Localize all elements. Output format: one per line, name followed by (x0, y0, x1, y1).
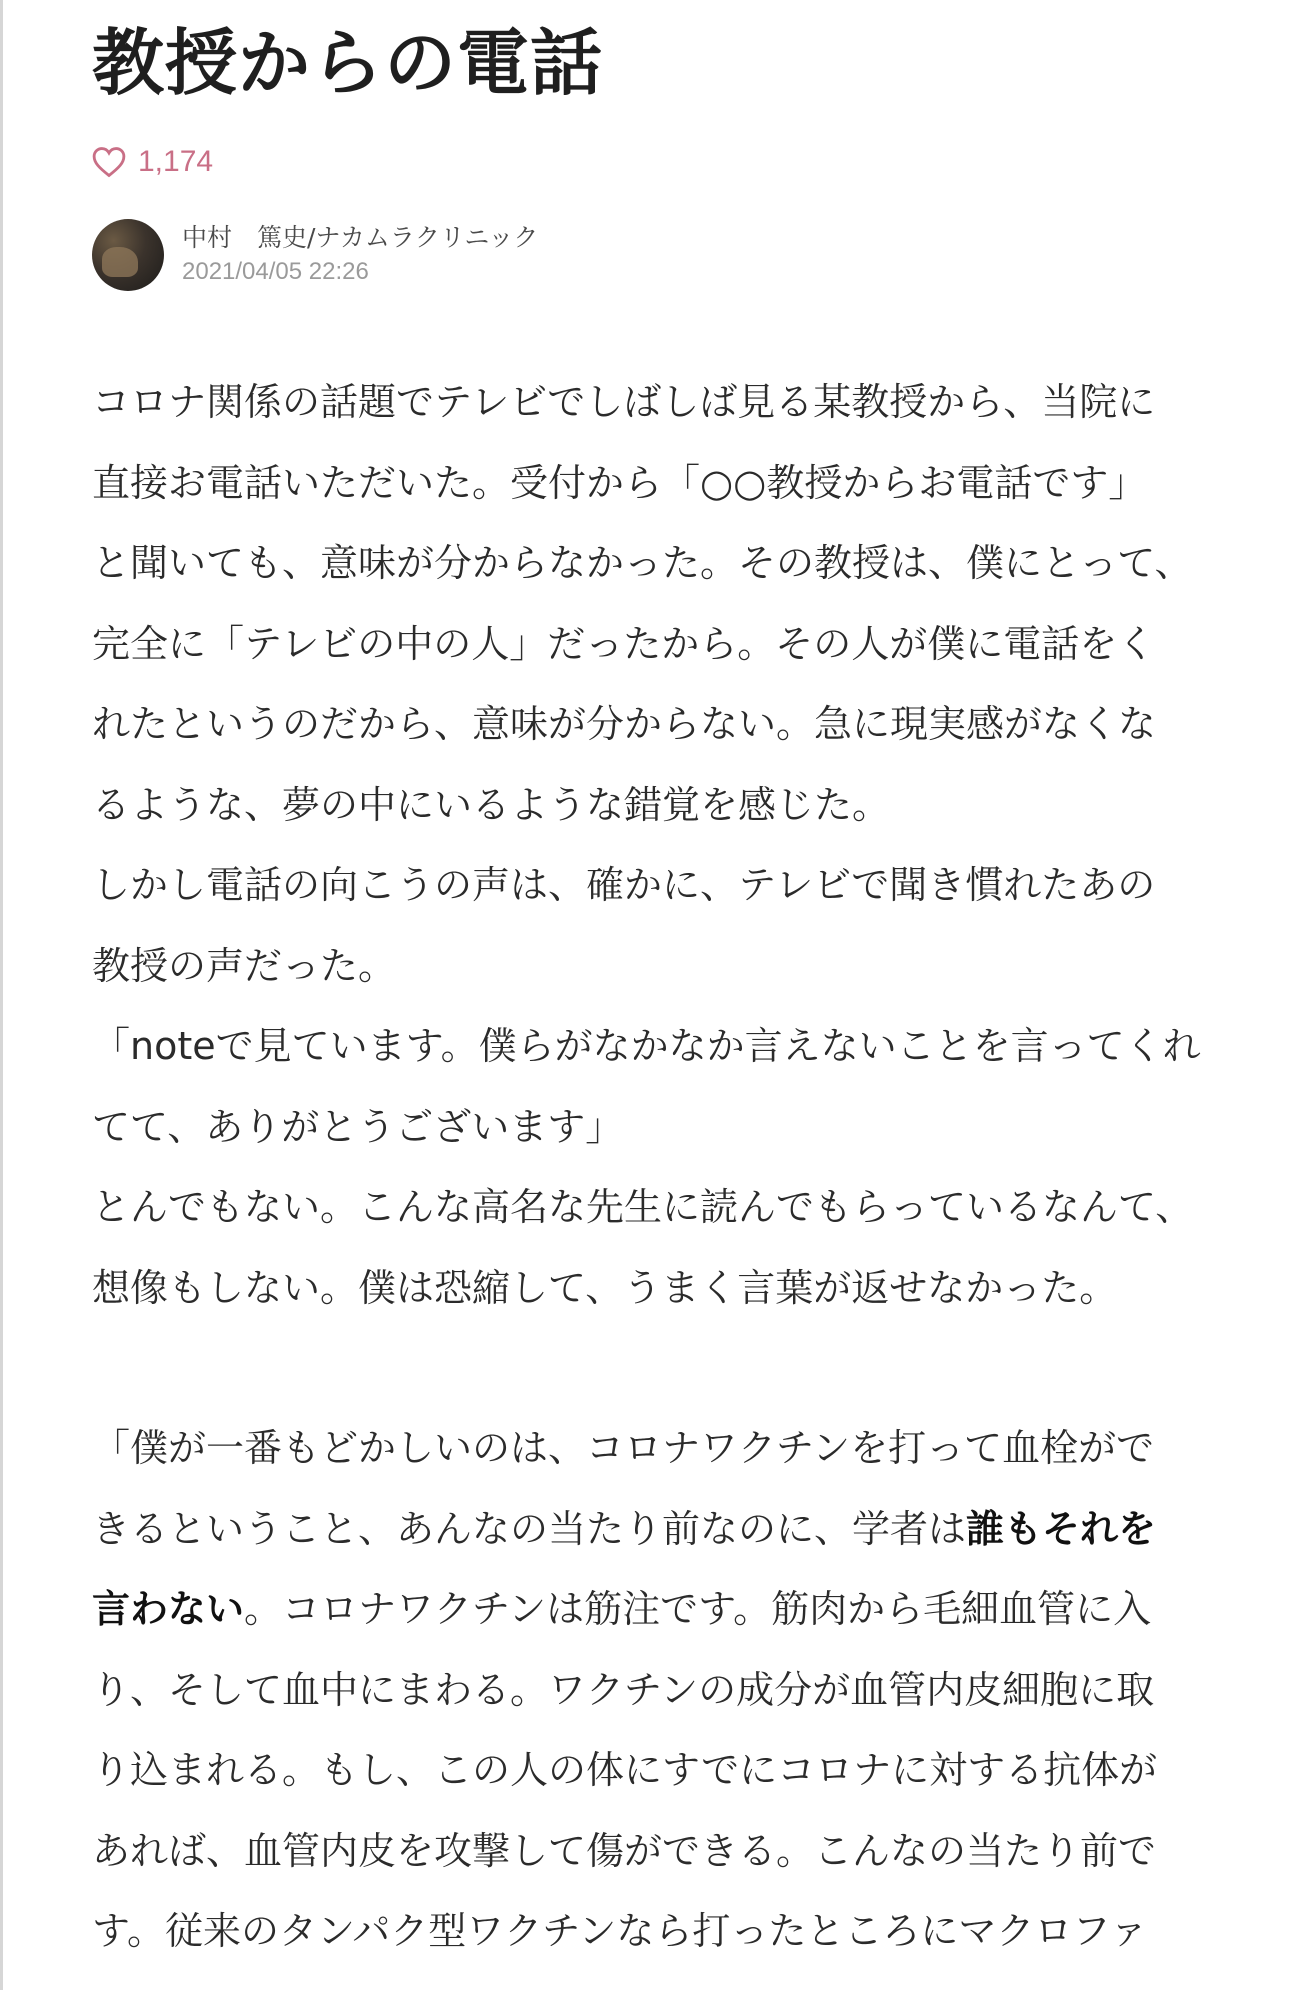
body-line: るような、夢の中にいるような錯覚を感じた。 (92, 782, 891, 827)
body-line: てて、ありがとうございます」 (92, 1104, 624, 1149)
avatar[interactable] (92, 219, 164, 291)
like-row (92, 142, 1272, 182)
body-line: 教授の声だった。 (92, 943, 397, 988)
paragraph-gap (92, 1328, 1272, 1408)
body-line: 完全に「テレビの中の人」だったから。その人が僕に電話をく (92, 621, 1156, 666)
body-line (92, 1569, 1272, 1650)
post-date: 2021/04/05 22:26 (182, 258, 369, 285)
page-edge (0, 0, 3, 1990)
body-line: しかし電話の向こうの声は、確かに、テレビで聞き慣れたあの (92, 863, 1156, 907)
heart-icon[interactable] (92, 146, 126, 178)
body-line: り、そして血中にまわる。ワクチンの成分が血管内皮細胞に取 (92, 1667, 1155, 1712)
text-span: 。コロナワクチンは筋注です。筋肉から毛細血管に入 (244, 1587, 1152, 1631)
body-line: コロナ関係の話題でテレビでしばしば見る某教授から、当院に (92, 380, 1156, 424)
body-line: 想像もしない。僕は恐縮して、うまく言葉が返せなかった。 (92, 1265, 1118, 1310)
text-span: きるということ、あんなの当たり前なのに、学者は (92, 1506, 967, 1551)
bold-text: 誰もそれを (966, 1506, 1157, 1551)
bold-text: 言わない (92, 1587, 245, 1631)
body-line: 「僕が一番もどかしいのは、コロナワクチンを打って血栓がで (92, 1426, 1155, 1470)
author-block (92, 216, 1272, 294)
body-line: れたというのだから、意味が分からない。急に現実感がなくな (92, 702, 1157, 746)
body-line: り込まれる。もし、この人の体にすでにコロナに対する抗体が (92, 1748, 1158, 1792)
body-line: あれば、血管内皮を攻撃して傷ができる。こんなの当たり前で (92, 1828, 1157, 1873)
article (92, 0, 1272, 1972)
body-line: す。従来のタンパク型ワクチンなら打ったところにマクロファ (92, 1909, 1148, 1953)
body-line: とんでもない。こんな高名な先生に読んでもらっているなんて、 (92, 1185, 1194, 1229)
body-line: 直接お電話いただいた。受付から「○○教授からお電話です」 (92, 460, 1147, 505)
author-name[interactable]: 中村 篤史/ナカムラクリニック (182, 223, 539, 252)
article-body (92, 362, 1272, 1972)
body-line: 「noteで見ています。僕らがなかなか言えないことを言ってくれ (92, 1024, 1201, 1068)
author-info (182, 221, 538, 289)
body-line (92, 1489, 1272, 1570)
body-line: と聞いても、意味が分からなかった。その教授は、僕にとって、 (92, 541, 1193, 585)
article-title: 教授からの電話 (92, 21, 604, 105)
like-count[interactable]: 1,174 (138, 145, 214, 178)
